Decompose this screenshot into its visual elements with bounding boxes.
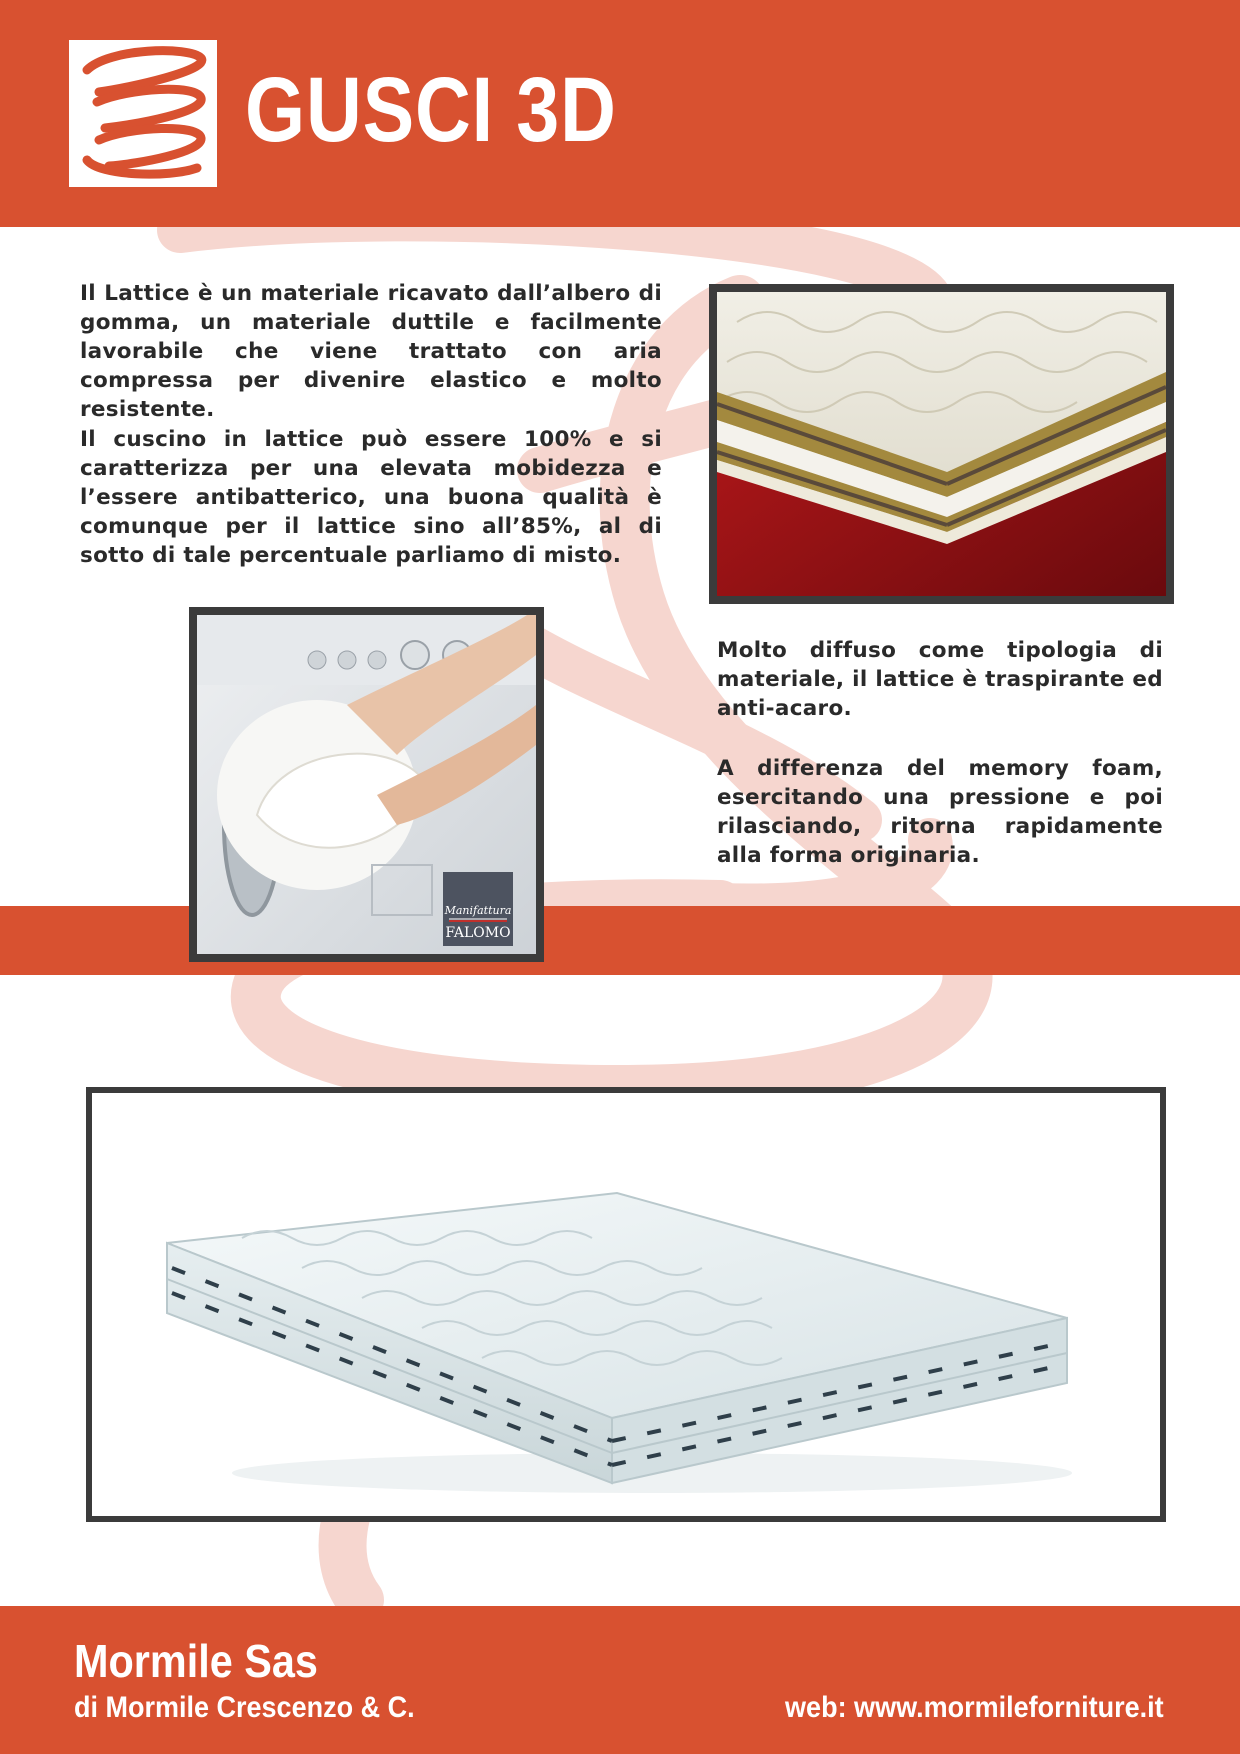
company-name: Mormile Sas [74,1635,318,1687]
page-title: GUSCI 3D [245,59,617,161]
mattress-closeup-photo [709,284,1174,604]
washing-machine-photo [189,607,544,962]
website-link[interactable]: web: www.mormileforniture.it [785,1691,1164,1724]
paragraph-latex-breathable: Molto diffuso come tipologia di materiale, il lattice è traspirante ed anti-acaro. [717,638,1163,721]
falomo-badge-line2: FALOMO [445,925,511,941]
company-subtitle: di Mormile Crescenzo & C. [74,1691,415,1724]
middle-band [0,906,1240,975]
paragraph-memory-foam: A differenza del memory foam, esercitando una pressione e poi rilasciando, ritorna rapidamente alla forma originaria. [717,756,1163,868]
spring-spiral-logo-icon [69,40,217,187]
paragraph-latex-intro: Il Lattice è un materiale ricavato dall’albero di gomma, un materiale duttile e facilmente lavorabile che viene trattato con aria compressa per divenire elastico e molto resistente. [80,281,662,422]
falomo-badge-line1: Manifattura [444,904,512,917]
mattress-photo [86,1087,1166,1522]
paragraph-latex-pillow: Il cuscino in lattice può essere 100% e si caratterizza per una elevata mobidezza e l’essere antibatterico, una buona qualità è comunque per il lattice sino all’85%, al di sotto di tale percentuale parliamo di misto. [80,427,662,568]
